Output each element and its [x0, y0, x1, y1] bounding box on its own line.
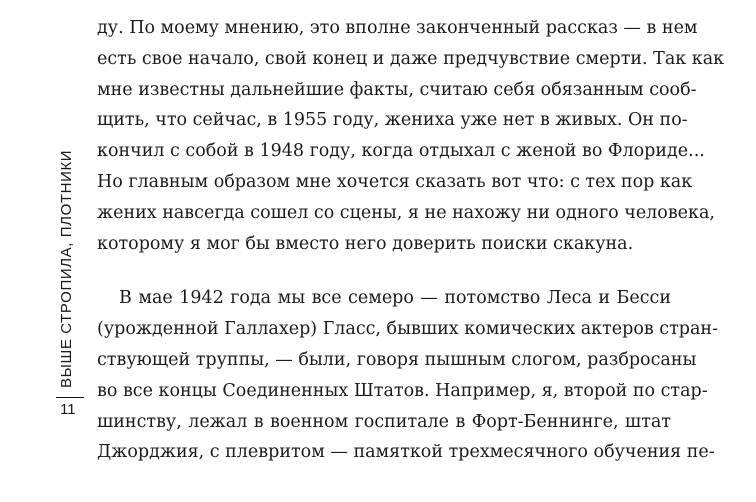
text-line: кончил с собой в 1948 году, когда отдыхал с женой во Флориде...: [97, 141, 705, 162]
text-line: (урожденной Галлахер) Гласс, бывших комических актеров стран-: [97, 319, 719, 340]
text-line: во все концы Соединенных Штатов. Например, я, второй по стар-: [97, 380, 708, 401]
text-line: Но главным образом мне хочется сказать вот что: с тех пор как: [97, 171, 693, 192]
text-line: мне известны дальнейшие факты, считаю себя обязанным сооб-: [97, 79, 697, 100]
text-line: которому я мог бы вместо него доверить поиски скакуна.: [97, 233, 634, 254]
running-head: ВЫШЕ СТРОПИЛА, ПЛОТНИКИ: [58, 149, 75, 388]
text-line: шинству, лежал в военном госпитале в Форт-Беннинге, штат: [97, 411, 671, 432]
text-line: В мае 1942 года мы все семеро — потомство Леса и Бесси: [119, 288, 671, 309]
text-line: есть свое начало, свой конец и даже предчувствие смерти. Так как: [97, 48, 725, 69]
folio-rule: [56, 397, 84, 398]
paragraph-1: [97, 13, 725, 259]
page-number: 11: [60, 401, 76, 418]
text-line: ду. По моему мнению, это вполне законченный рассказ — в нем: [97, 18, 698, 38]
paragraph-2: [97, 283, 719, 468]
body-text: [97, 13, 725, 468]
text-line: ствующей труппы, — были, говоря пышным слогом, разбросаны: [97, 349, 697, 370]
text-line: щить, что сейчас, в 1955 году, жениха уже нет в живых. Он по-: [97, 110, 688, 131]
paragraph-gap: [97, 259, 671, 283]
text-line: Джорджия, с плевритом — памяткой трехмесячного обучения пе-: [97, 442, 715, 463]
text-line: жених навсегда сошел со сцены, я не нахожу ни одного человека,: [97, 202, 715, 223]
